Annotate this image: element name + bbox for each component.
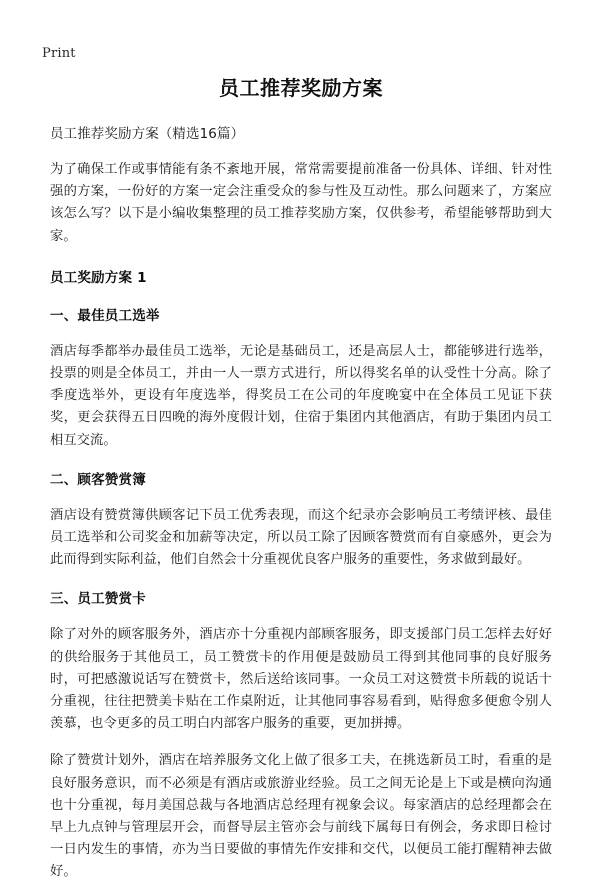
section-body-3: 除了对外的顾客服务外，酒店亦十分重视内部顾客服务，即支援部门员工怎样去好好的供给服务于其他员工，员工赞赏卡的作用便是鼓励员工得到其他同事的良好服务时，可把感激说话写在赞赏卡，然后送给该同事。一众员工对这赞赏卡所载的说话十分重视，往往把赞美卡贴在工作桌附近，让其他同事容易看到，贴得愈多便愈令别人羡慕，也令更多的员工明白内部客户服务的重要，更加拼搏。 (50, 627, 552, 732)
closing-paragraph: 除了赞赏计划外，酒店在培养服务文化上做了很多工夫，在挑选新员工时，看重的是良好服务意识，而不必须是有酒店或旅游业经验。员工之间无论是上下或是横向沟通也十分重视，每月美国总裁与各地酒店总经理有视象会议。每家酒店的总经理都会在早上九点钟与管理层开会，而督导层主管亦会与前线下属每日有例会，务求即日检讨一日内发生的事情，亦为当日要做的事情先作安排和交代，以便员工能打醒精神去做好。 (50, 753, 552, 880)
section-heading-1: 一、最佳员工选举 (50, 307, 160, 324)
document-subtitle: 员工推荐奖励方案（精选16篇） (50, 126, 245, 142)
document-content (50, 74, 552, 884)
print-label[interactable]: Print (42, 46, 76, 61)
section-heading-2: 二、顾客赞赏簿 (50, 471, 146, 488)
section-body-2: 酒店设有赞赏簿供顾客记下员工优秀表现，而这个纪录亦会影响员工考绩评核、最佳员工选举和公司奖金和加薪等决定，所以员工除了因顾客赞赏而有自豪感外，更会为此而得到实际利益，他们自然会十分重视优良客户服务的重要性，务求做到最好。 (50, 507, 552, 568)
page-title: 员工推荐奖励方案 (219, 76, 383, 100)
section-heading-3: 三、员工赞赏卡 (50, 591, 146, 608)
plan-heading: 员工奖励方案 1 (50, 269, 147, 286)
intro-paragraph: 为了确保工作或事情能有条不紊地开展，常常需要提前准备一份具体、详细、针对性强的方案，一份好的方案一定会注重受众的参与性及互动性。那么问题来了，方案应该怎么写？以下是小编收集整理的员工推荐奖励方案，仅供参考，希望能够帮助到大家。 (50, 162, 552, 244)
section-body-1: 酒店每季都举办最佳员工选举，无论是基础员工，还是高层人士，都能够进行选举，投票的则是全体员工，并由一人一票方式进行，所以得奖名单的认受性十分高。除了季度选举外，更设有年度选举，得奖员工在公司的年度晚宴中在全体员工见证下获奖，更会获得五日四晚的海外度假计划，住宿于集团内其他酒店，有助于集团内员工相互交流。 (50, 343, 552, 448)
